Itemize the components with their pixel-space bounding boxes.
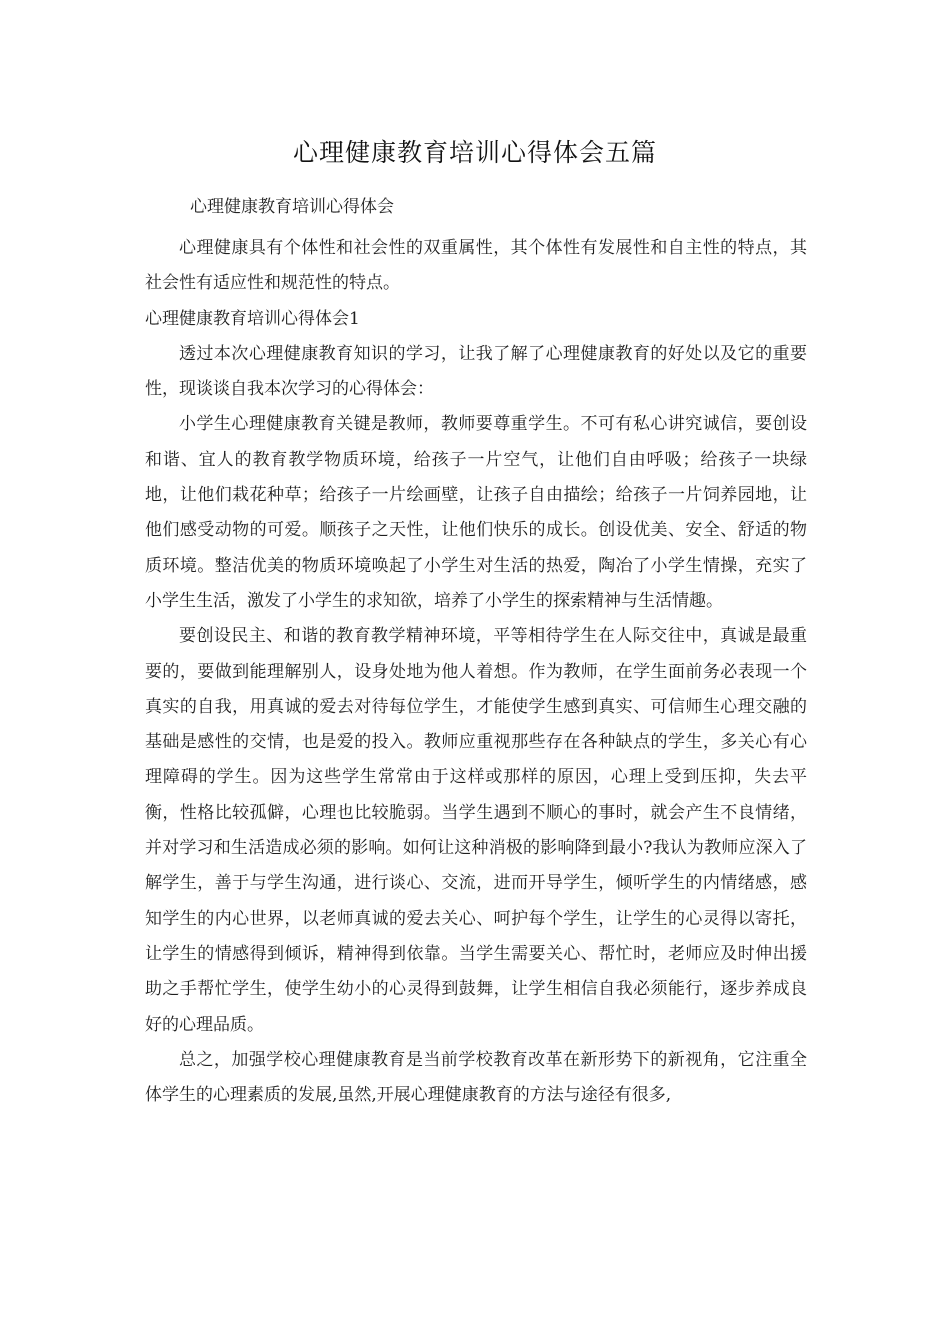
body-paragraph-4: 总之，加强学校心理健康教育是当前学校教育改革在新形势下的新视角，它注重全体学生的心理素质的发展,虽然,开展心理健康教育的方法与途径有很多,: [145, 1049, 807, 1106]
intro-paragraph: 心理健康具有个体性和社会性的双重属性，其个体性有发展性和自主性的特点，其社会性有适应性和规范性的特点。: [145, 238, 807, 294]
body-paragraph-2: 小学生心理健康教育关键是教师，教师要尊重学生。不可有私心讲究诚信，要创设和谐、宜人的教育教学物质环境，给孩子一片空气，让他们自由呼吸；给孩子一块绿地，让他们栽花种草；给孩子一片绘画壁，让孩子自由描绘；给孩子一片饲养园地，让他们感受动物的可爱。顺孩子之天性，让他们快乐的成长。创设优美、安全、舒适的物质环境。整洁优美的物质环境唤起了小学生对生活的热爱，陶冶了小学生情操，充实了小学生生活，激发了小学生的求知欲，培养了小学生的探索精神与生活情趣。: [145, 414, 807, 611]
document-subtitle: 心理健康教育培训心得体会: [190, 197, 394, 217]
document-title: 心理健康教育培训心得体会五篇: [292, 138, 657, 167]
document-body: [145, 231, 807, 1113]
body-paragraph-3: 要创设民主、和谐的教育教学精神环境，平等相待学生在人际交往中，真诚是最重要的，要做到能理解别人，设身处地为他人着想。作为教师，在学生面前务必表现一个真实的自我，用真诚的爱去对待每位学生，才能使学生感到真实、可信师生心理交融的基础是感性的交情，也是爱的投入。教师应重视那些存在各种缺点的学生，多关心有心理障碍的学生。因为这些学生常常由于这样或那样的原因，心理上受到压抑，失去平衡，性格比较孤僻，心理也比较脆弱。当学生遇到不顺心的事时，就会产生不良情绪，并对学习和生活造成必须的影响。如何让这种消极的影响降到最小?我认为教师应深入了解学生，善于与学生沟通，进行谈心、交流，进而开导学生，倾听学生的内情绪感，感知学生的内心世界，以老师真诚的爱去关心、呵护每个学生，让学生的心灵得以寄托，让学生的情感得到倾诉，精神得到依靠。当学生需要关心、帮忙时，老师应及时伸出援助之手帮忙学生，使学生幼小的心灵得到鼓舞，让学生相信自我必须能行，逐步养成良好的心理品质。: [145, 626, 807, 1035]
body-paragraph-1: 透过本次心理健康教育知识的学习，让我了解了心理健康教育的好处以及它的重要性，现谈谈自我本次学习的心得体会：: [145, 343, 807, 400]
section-heading: 心理健康教育培训心得体会1: [145, 308, 360, 329]
